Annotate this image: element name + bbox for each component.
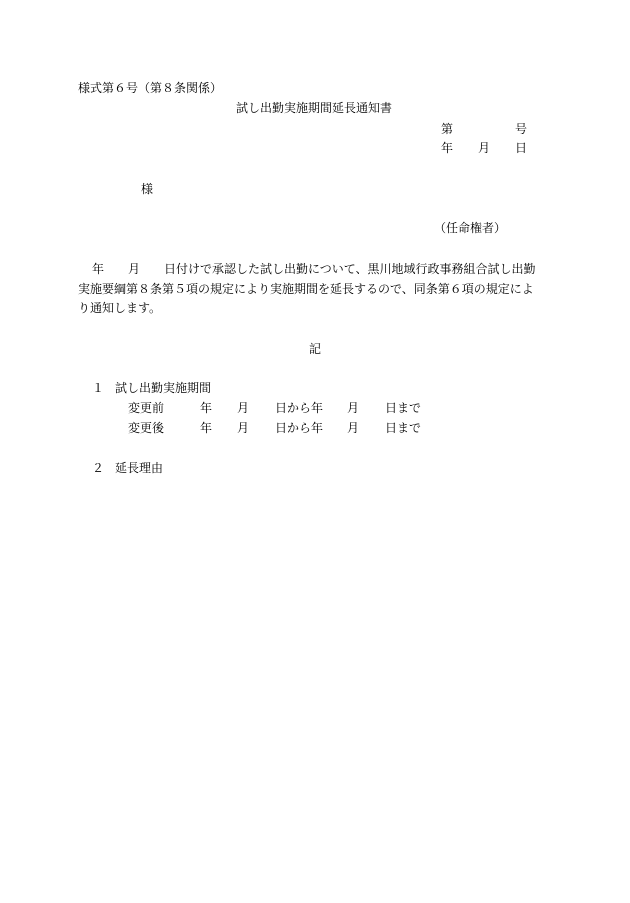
- period-row-year: 年: [200, 421, 213, 435]
- document-title: 試し出勤実施期間延長通知書: [236, 101, 393, 115]
- doc-number-suffix: 号: [515, 122, 528, 136]
- period-row-until: 日まで: [385, 421, 422, 435]
- period-row-month: 月: [237, 401, 250, 415]
- period-row-label: 変更後: [128, 421, 165, 435]
- body-line-1: 年 月 日付けで承認した試し出勤について、黒川地域行政事務組合試し出勤: [92, 262, 536, 276]
- date-month: 月: [478, 141, 491, 155]
- period-row-until: 日まで: [385, 401, 422, 415]
- period-row-month2: 月: [347, 421, 360, 435]
- appointer-label: （任命権者）: [434, 221, 507, 235]
- item2-number: ２: [92, 461, 105, 475]
- date-day: 日: [515, 141, 528, 155]
- ki-heading: 記: [309, 342, 322, 356]
- item2-heading: 延長理由: [115, 461, 164, 475]
- period-row-month2: 月: [347, 401, 360, 415]
- period-row-month: 月: [237, 421, 250, 435]
- date-year: 年: [441, 141, 454, 155]
- item1-heading: 試し出勤実施期間: [115, 381, 212, 395]
- addressee-suffix: 様: [141, 182, 154, 196]
- form-label: 様式第６号（第８条関係）: [78, 81, 223, 95]
- body-line-3: り通知します。: [78, 301, 162, 315]
- period-row-year: 年: [200, 401, 213, 415]
- period-row-from: 日から年: [275, 421, 324, 435]
- period-row-label: 変更前: [128, 401, 165, 415]
- doc-number-prefix: 第: [441, 122, 454, 136]
- body-line-2: 実施要綱第８条第５項の規定により実施期間を延長するので、同条第６項の規定によ: [78, 282, 534, 296]
- period-row-from: 日から年: [275, 401, 324, 415]
- item1-number: １: [92, 381, 105, 395]
